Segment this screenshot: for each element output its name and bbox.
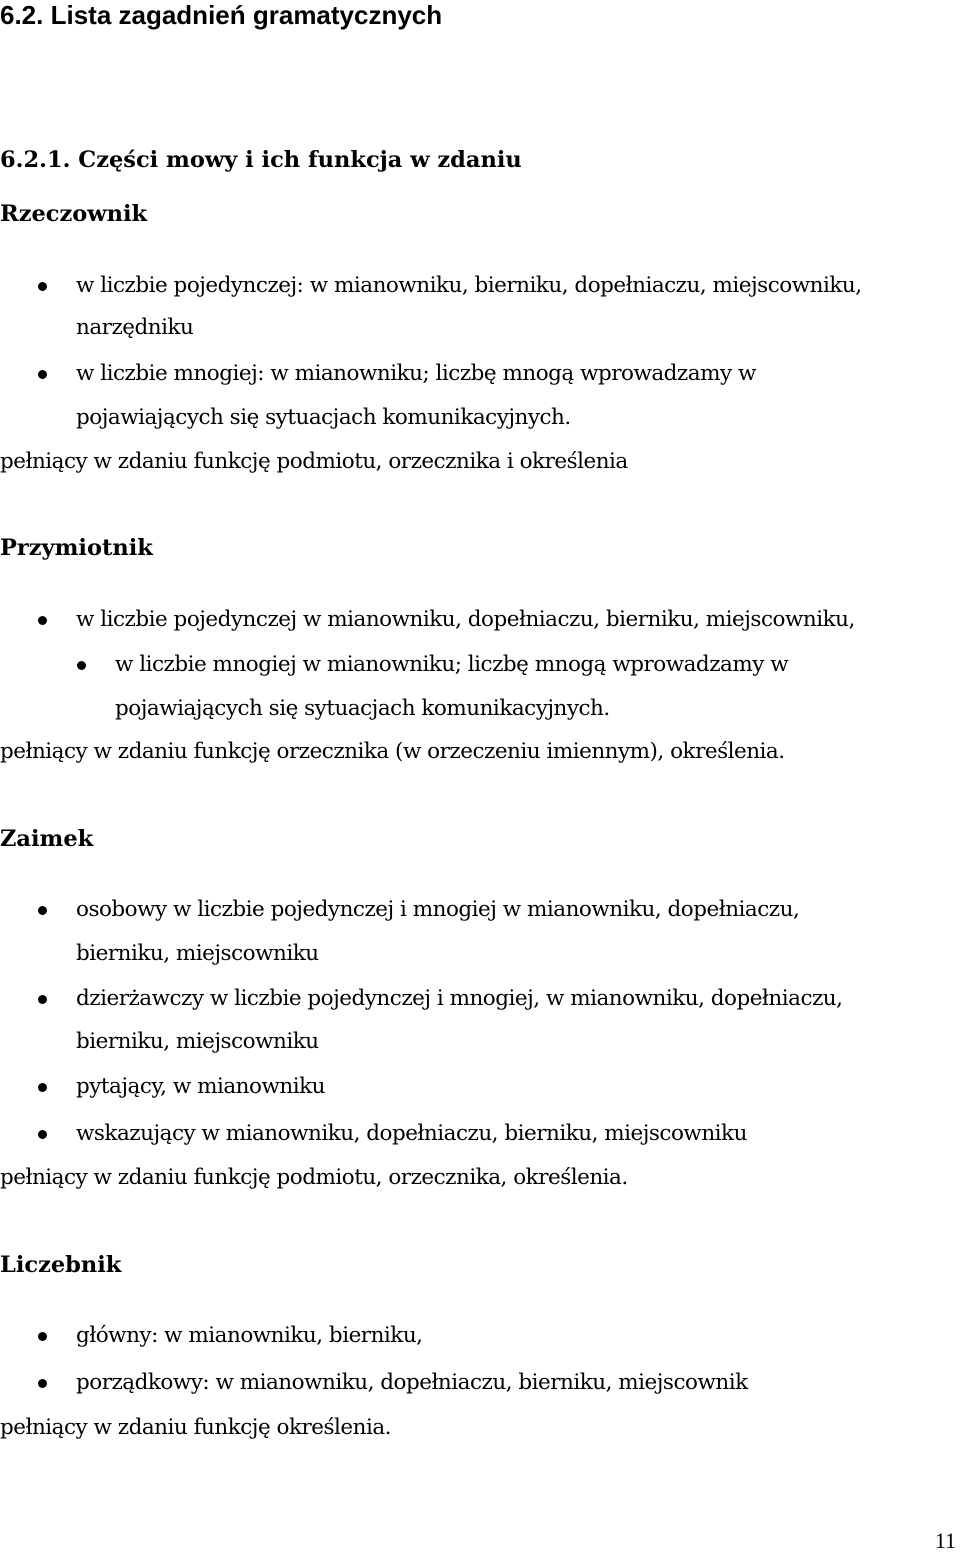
bullet-icon	[38, 995, 47, 1004]
bullet-icon	[38, 1379, 47, 1388]
bullet-icon	[38, 1083, 47, 1092]
list-item: główny: w mianowniku, bierniku,	[76, 1323, 423, 1348]
zaimek-note: pełniący w zdaniu funkcję podmiotu, orzecznika, określenia.	[0, 1165, 628, 1190]
list-item: w liczbie pojedynczej: w mianowniku, bierniku, dopełniaczu, miejscowniku,	[76, 273, 862, 298]
page-number: 11	[934, 1528, 956, 1553]
list-item: w liczbie pojedynczej w mianowniku, dopełniaczu, bierniku, miejscowniku,	[76, 607, 855, 632]
list-item-continuation: bierniku, miejscowniku	[76, 1029, 319, 1054]
list-item: pytający, w mianowniku	[76, 1074, 325, 1099]
list-item-continuation: pojawiających się sytuacjach komunikacyjnych.	[115, 696, 610, 721]
list-item-continuation: pojawiających się sytuacjach komunikacyjnych.	[76, 405, 571, 430]
liczebnik-note: pełniący w zdaniu funkcję określenia.	[0, 1415, 391, 1440]
bullet-icon	[38, 616, 47, 625]
zaimek-title: Zaimek	[0, 826, 94, 852]
list-item-continuation: bierniku, miejscowniku	[76, 941, 319, 966]
rzeczownik-title: Rzeczownik	[0, 201, 148, 227]
bullet-icon	[77, 661, 86, 670]
przymiotnik-title: Przymiotnik	[0, 535, 153, 561]
bullet-icon	[38, 370, 47, 379]
list-item: osobowy w liczbie pojedynczej i mnogiej w mianowniku, dopełniaczu,	[76, 897, 800, 922]
list-item-continuation: narzędniku	[76, 315, 194, 340]
list-item: dzierżawczy w liczbie pojedynczej i mnogiej, w mianowniku, dopełniaczu,	[76, 986, 843, 1011]
list-item: wskazujący w mianowniku, dopełniaczu, bierniku, miejscowniku	[76, 1121, 747, 1146]
list-item: w liczbie mnogiej w mianowniku; liczbę mnogą wprowadzamy w	[115, 652, 789, 677]
bullet-icon	[38, 282, 47, 291]
liczebnik-title: Liczebnik	[0, 1252, 122, 1278]
bullet-icon	[38, 1332, 47, 1341]
subsection-heading: 6.2.1. Części mowy i ich funkcja w zdaniu	[0, 147, 522, 173]
przymiotnik-note: pełniący w zdaniu funkcję orzecznika (w orzeczeniu imiennym), określenia.	[0, 739, 785, 764]
bullet-icon	[38, 906, 47, 915]
section-heading: 6.2. Lista zagadnień gramatycznych	[0, 0, 443, 30]
bullet-icon	[38, 1130, 47, 1139]
list-item: w liczbie mnogiej: w mianowniku; liczbę mnogą wprowadzamy w	[76, 361, 756, 386]
list-item: porządkowy: w mianowniku, dopełniaczu, bierniku, miejscownik	[76, 1370, 748, 1395]
rzeczownik-note: pełniący w zdaniu funkcję podmiotu, orzecznika i określenia	[0, 449, 628, 474]
